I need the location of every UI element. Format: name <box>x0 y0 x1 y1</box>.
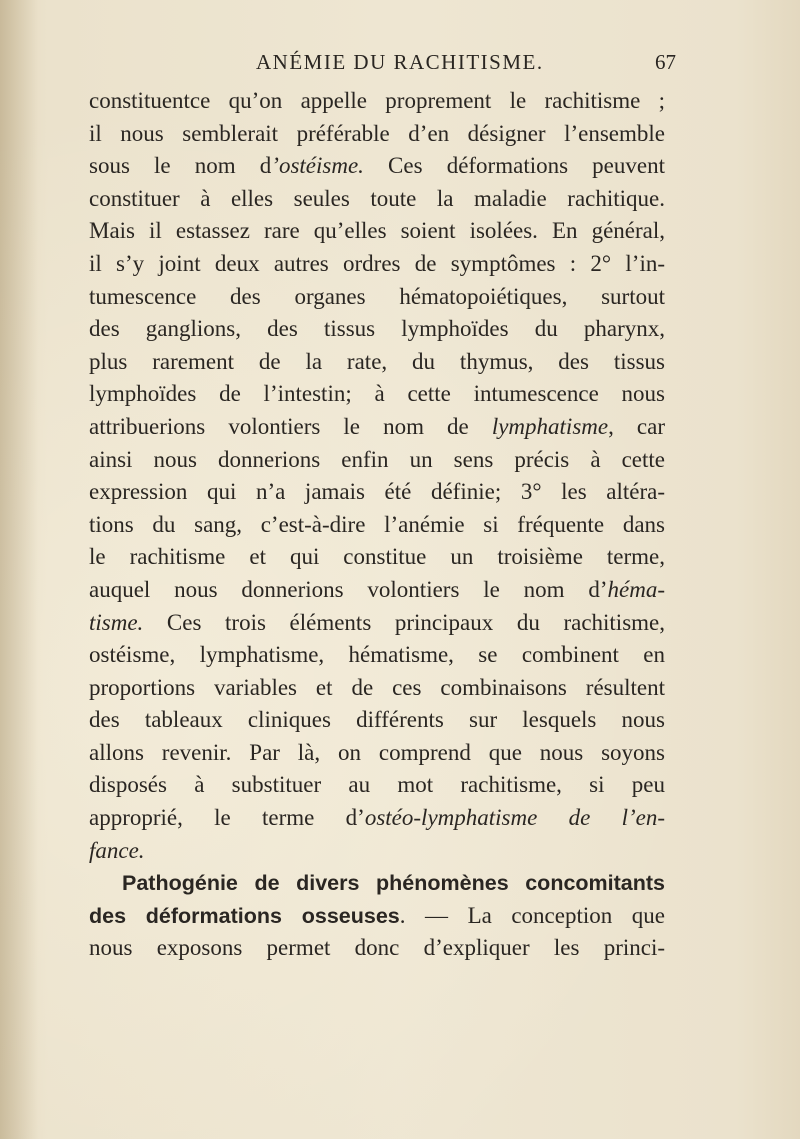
text-line <box>89 183 665 216</box>
text-segment: attribuerions volontiers le nom de <box>89 413 492 439</box>
body-text <box>89 85 665 965</box>
page-number: 67 <box>655 50 676 74</box>
text-segment: disposés à substituer au mot rachitisme, si peu <box>89 772 665 798</box>
text-line <box>89 509 665 542</box>
text-segment: il s’y joint deux autres ordres de symptômes : 2° l’in- <box>89 250 665 276</box>
text-line <box>89 411 665 444</box>
text-segment: constituer à elles seules toute la maladie rachitique. <box>89 185 665 211</box>
text-line <box>89 607 665 640</box>
text-line <box>89 85 665 118</box>
text-line <box>89 769 665 802</box>
text-line <box>89 346 665 379</box>
text-line <box>89 574 665 607</box>
text-line <box>89 704 665 737</box>
text-segment: Ces déformations peuvent <box>363 153 665 179</box>
text-line <box>89 932 665 965</box>
text-segment: Pathogénie de divers phénomènes concomitants <box>122 871 665 896</box>
text-segment: allons revenir. Par là, on comprend que nous soyons <box>89 739 665 765</box>
running-title: ANÉMIE DU RACHITISME. <box>256 50 544 74</box>
text-segment: tisme. <box>89 609 144 635</box>
text-segment: ainsi nous donnerions enfin un sens précis à cette <box>89 446 665 472</box>
text-segment: auquel nous donnerions volontiers le nom d’ <box>89 576 608 602</box>
text-line <box>89 476 665 509</box>
text-line <box>89 118 665 151</box>
text-line <box>89 867 665 900</box>
text-segment: fance. <box>89 837 145 863</box>
text-line <box>89 215 665 248</box>
text-line <box>89 248 665 281</box>
text-segment: Ces trois éléments principaux du rachitisme, <box>143 609 665 635</box>
text-segment: des déformations osseuses <box>89 903 400 928</box>
text-segment: Mais il estassez rare qu’elles soient isolées. En général, <box>89 218 665 244</box>
page-edge-shadow <box>0 0 38 1139</box>
text-line <box>89 802 665 835</box>
text-segment: le rachitisme et qui constitue un troisième terme, <box>89 544 665 570</box>
text-segment: nous exposons permet donc d’expliquer les princi- <box>89 935 665 961</box>
text-line <box>89 835 665 868</box>
text-line <box>89 900 665 933</box>
text-segment: héma- <box>607 576 665 602</box>
text-segment: il nous semblerait préférable d’en désigner l’ensemble <box>89 120 665 146</box>
text-segment: ’ostéisme. <box>271 153 364 179</box>
text-segment: lymphatisme <box>491 413 609 439</box>
text-line <box>89 639 665 672</box>
text-segment: tumescence des organes hématopoiétiques, surtout <box>89 283 665 309</box>
text-line <box>89 444 665 477</box>
text-segment: ostéisme, lymphatisme, hématisme, se combinent en <box>89 642 665 668</box>
text-line <box>89 737 665 770</box>
text-line <box>89 150 665 183</box>
text-segment: tions du sang, c’est-à-dire l’anémie si fréquente dans <box>89 511 665 537</box>
text-line <box>89 541 665 574</box>
text-segment: plus rarement de la rate, du thymus, des tissus <box>89 348 665 374</box>
text-segment: proportions variables et de ces combinaisons résultent <box>89 674 665 700</box>
text-segment: , car <box>608 413 665 439</box>
text-segment: expression qui n’a jamais été définie; 3° les altéra- <box>89 479 665 505</box>
text-line <box>89 313 665 346</box>
text-segment: constituentce qu’on appelle proprement le rachitisme ; <box>89 88 665 113</box>
text-segment: sous le nom d <box>89 153 272 179</box>
text-segment: lymphoïdes de l’intestin; à cette intumescence nous <box>89 381 665 407</box>
text-line <box>89 672 665 705</box>
text-segment: . — La conception que <box>399 902 665 928</box>
running-head <box>0 50 800 80</box>
text-line <box>89 378 665 411</box>
text-segment: ostéo-lymphatisme de l’en- <box>364 805 665 831</box>
text-segment: approprié, le terme d’ <box>89 805 365 831</box>
text-line <box>89 281 665 314</box>
text-segment: des tableaux cliniques différents sur lesquels nous <box>89 707 665 733</box>
text-segment: des ganglions, des tissus lymphoïdes du pharynx, <box>89 316 665 342</box>
